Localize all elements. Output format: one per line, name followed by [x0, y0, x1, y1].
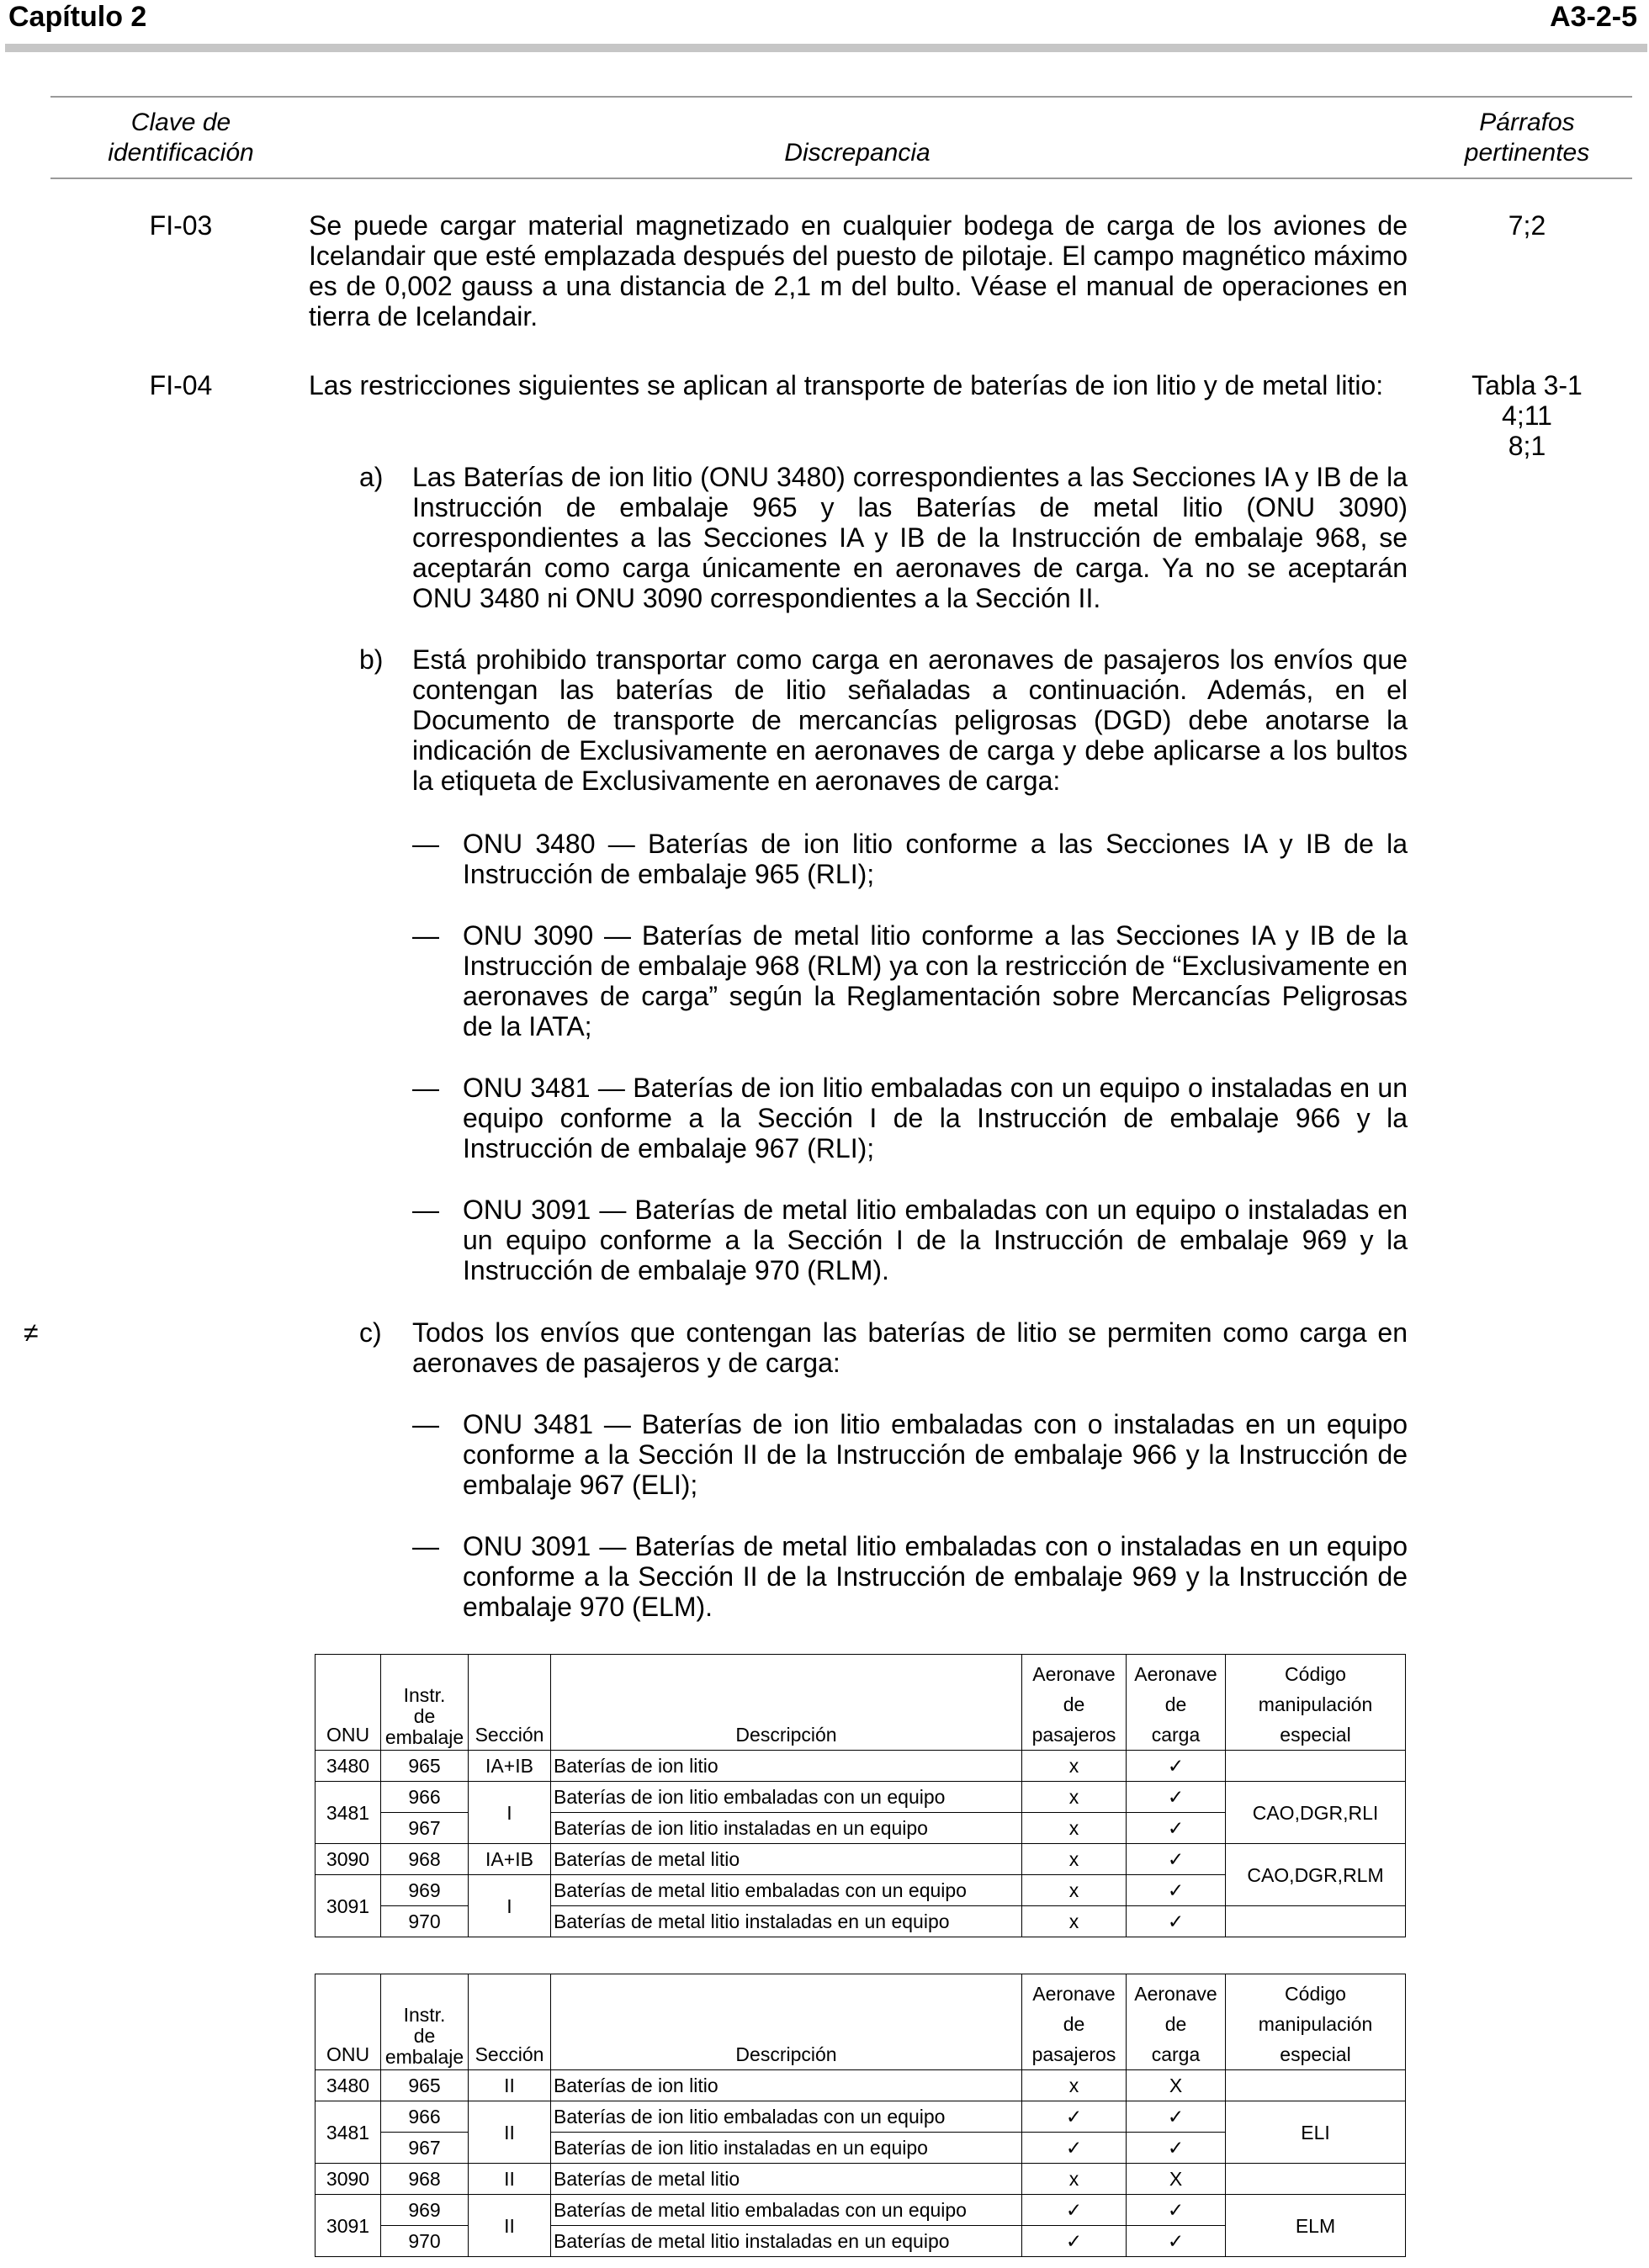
cell-passenger: x	[1022, 1782, 1127, 1813]
table-row	[315, 2070, 1406, 2101]
table-row	[315, 2101, 1406, 2133]
table-row	[315, 1844, 1406, 1875]
bullet-dash: —	[412, 1409, 439, 1439]
header-rule	[5, 44, 1647, 52]
column-heading-key: Clave de identificación	[108, 109, 254, 167]
th-description: Descripción	[551, 1655, 1022, 1751]
cell-passenger: ✓	[1022, 2133, 1127, 2164]
cell-passenger: x	[1022, 1875, 1127, 1906]
cell-cargo: X	[1127, 2164, 1226, 2195]
cell-description: Baterías de metal litio instaladas en un equipo	[551, 2226, 1022, 2257]
cell-description: Baterías de ion litio	[551, 1751, 1022, 1782]
cell-pi: 965	[381, 1751, 469, 1782]
cell-cargo: ✓	[1127, 1844, 1226, 1875]
bullet-item-3091: ONU 3091 — Baterías de metal litio embaladas con un equipo o instaladas en un equipo conforme a la Sección I de la Instrucción de embalaje 969 y la Instrucción de embalaje 970 (RLM).	[463, 1195, 1408, 1285]
bullet-dash: —	[412, 1531, 439, 1561]
cell-cargo: ✓	[1127, 2133, 1226, 2164]
cell-pi: 966	[381, 1782, 469, 1813]
column-heading-discrepancy: Discrepancia	[784, 139, 931, 167]
cell-pi: 967	[381, 1813, 469, 1844]
cell-description: Baterías de metal litio	[551, 1844, 1022, 1875]
cell-description: Baterías de metal litio embaladas con un equipo	[551, 2195, 1022, 2226]
cell-passenger: x	[1022, 2070, 1127, 2101]
cell-description: Baterías de ion litio	[551, 2070, 1022, 2101]
cell-section: IA+IB	[469, 1844, 551, 1875]
cell-cargo: ✓	[1127, 2195, 1226, 2226]
change-marker: ≠	[24, 1317, 39, 1348]
table-top-rule	[50, 96, 1632, 98]
cell-passenger: x	[1022, 2164, 1127, 2195]
cell-passenger: x	[1022, 1844, 1127, 1875]
cell-pi: 965	[381, 2070, 469, 2101]
column-heading-paragraphs: Párrafos pertinentes	[1464, 109, 1590, 167]
cell-code-empty	[1226, 1906, 1406, 1937]
th-cargo-aircraft: Aeronave de carga	[1127, 1974, 1226, 2070]
cell-pi: 969	[381, 1875, 469, 1906]
cell-cargo: ✓	[1127, 1782, 1226, 1813]
bullet-item-3091-ii: ONU 3091 — Baterías de metal litio embaladas con o instaladas en un equipo conforme a la Sección II de la Instrucción de embalaje 969 y la Instrucción de embalaje 970 (ELM).	[463, 1531, 1408, 1622]
cell-onu: 3090	[315, 1844, 381, 1875]
cell-cargo: ✓	[1127, 2226, 1226, 2257]
cell-section: II	[469, 2164, 551, 2195]
cell-pi: 969	[381, 2195, 469, 2226]
th-description: Descripción	[551, 1974, 1022, 2070]
th-packing-instruction: Instr. de embalaje	[381, 1655, 469, 1751]
entry-ref-fi03: 7;2	[1508, 210, 1546, 241]
item-label-b: b)	[359, 644, 384, 675]
cell-code: ELM	[1226, 2195, 1406, 2257]
cell-pi: 968	[381, 1844, 469, 1875]
th-special-handling-code: Código manipulación especial	[1226, 1655, 1406, 1751]
cell-pi: 968	[381, 2164, 469, 2195]
table-row	[315, 1751, 1406, 1782]
cell-cargo: ✓	[1127, 1813, 1226, 1844]
th-section: Sección	[469, 1655, 551, 1751]
th-onu: ONU	[315, 1655, 381, 1751]
cell-onu: 3480	[315, 2070, 381, 2101]
cell-section: I	[469, 1875, 551, 1937]
entry-key-fi04: FI-04	[149, 370, 213, 400]
cell-code: ELI	[1226, 2101, 1406, 2164]
cell-onu: 3090	[315, 2164, 381, 2195]
cell-pi: 966	[381, 2101, 469, 2133]
battery-table-section-ii	[315, 1974, 1406, 2257]
cell-passenger: ✓	[1022, 2101, 1127, 2133]
item-label-a: a)	[359, 462, 384, 492]
item-label-c: c)	[359, 1317, 382, 1348]
cell-description: Baterías de ion litio instaladas en un equipo	[551, 2133, 1022, 2164]
cell-cargo: ✓	[1127, 2101, 1226, 2133]
cell-description: Baterías de metal litio	[551, 2164, 1022, 2195]
bullet-dash: —	[412, 829, 439, 859]
cell-code: CAO,DGR,RLI	[1226, 1782, 1406, 1844]
cell-code-empty	[1226, 2164, 1406, 2195]
th-cargo-aircraft: Aeronave de carga	[1127, 1655, 1226, 1751]
cell-cargo: ✓	[1127, 1751, 1226, 1782]
cell-description: Baterías de metal litio embaladas con un equipo	[551, 1875, 1022, 1906]
cell-code: CAO,DGR,RLM	[1226, 1844, 1406, 1906]
th-passenger-aircraft: Aeronave de pasajeros	[1022, 1655, 1127, 1751]
item-text-a: Las Baterías de ion litio (ONU 3480) correspondientes a las Secciones IA y IB de la Instrucción de embalaje 965 y las Baterías de metal litio (ONU 3090) correspondientes a las Secciones IA y IB de la Instrucción de embalaje 968, se aceptarán como carga únicamente en aeronaves de carga. Ya no se aceptarán ONU 3480 ni ONU 3090 correspondientes a la Sección II.	[412, 462, 1408, 613]
cell-section: II	[469, 2195, 551, 2257]
cell-passenger: x	[1022, 1813, 1127, 1844]
cell-code-empty	[1226, 2070, 1406, 2101]
entry-intro-fi04: Las restricciones siguientes se aplican al transporte de baterías de ion litio y de metal litio:	[309, 370, 1384, 400]
cell-description: Baterías de metal litio instaladas en un equipo	[551, 1906, 1022, 1937]
cell-code-empty	[1226, 1751, 1406, 1782]
th-packing-instruction: Instr. de embalaje	[381, 1974, 469, 2070]
th-section: Sección	[469, 1974, 551, 2070]
cell-onu: 3091	[315, 1875, 381, 1937]
bullet-item-3480: ONU 3480 — Baterías de ion litio conforme a las Secciones IA y IB de la Instrucción de embalaje 965 (RLI);	[463, 829, 1408, 889]
cell-onu: 3481	[315, 1782, 381, 1844]
cell-description: Baterías de ion litio instaladas en un equipo	[551, 1813, 1022, 1844]
bullet-item-3481: ONU 3481 — Baterías de ion litio embaladas con un equipo o instaladas en un equipo conforme a la Sección I de la Instrucción de embalaje 966 y la Instrucción de embalaje 967 (RLI);	[463, 1073, 1408, 1163]
cell-pi: 970	[381, 1906, 469, 1937]
cell-onu: 3091	[315, 2195, 381, 2257]
cell-section: II	[469, 2070, 551, 2101]
bullet-dash: —	[412, 920, 439, 951]
cell-pi: 970	[381, 2226, 469, 2257]
entry-text-fi03: Se puede cargar material magnetizado en cualquier bodega de carga de los aviones de Icelandair que esté emplazada después del puesto de pilotaje. El campo magnético máximo es de 0,002 gauss a una distancia de 2,1 m del bulto. Véase el manual de operaciones en tierra de Icelandair.	[309, 210, 1408, 331]
cell-cargo: ✓	[1127, 1875, 1226, 1906]
cell-description: Baterías de ion litio embaladas con un equipo	[551, 1782, 1022, 1813]
heading-rule	[50, 178, 1632, 179]
bullet-dash: —	[412, 1073, 439, 1103]
table-header-row	[315, 1974, 1406, 2070]
cell-description: Baterías de ion litio embaladas con un equipo	[551, 2101, 1022, 2133]
cell-section: II	[469, 2101, 551, 2164]
cell-cargo: ✓	[1127, 1906, 1226, 1937]
cell-onu: 3481	[315, 2101, 381, 2164]
bullet-item-3481-ii: ONU 3481 — Baterías de ion litio embaladas con o instaladas en un equipo conforme a la Sección II de la Instrucción de embalaje 966 y la Instrucción de embalaje 967 (ELI);	[463, 1409, 1408, 1500]
th-special-handling-code: Código manipulación especial	[1226, 1974, 1406, 2070]
table-row	[315, 1782, 1406, 1813]
th-passenger-aircraft: Aeronave de pasajeros	[1022, 1974, 1127, 2070]
page-number: A3-2-5	[1550, 1, 1637, 33]
cell-section: IA+IB	[469, 1751, 551, 1782]
item-text-b: Está prohibido transportar como carga en aeronaves de pasajeros los envíos que contengan las baterías de litio señaladas a continuación. Además, en el Documento de transporte de mercancías peligrosas (DGD) debe anotarse la indicación de Exclusivamente en aeronaves de carga y debe aplicarse a los bultos la etiqueta de Exclusivamente en aeronaves de carga:	[412, 644, 1408, 796]
bullet-dash: —	[412, 1195, 439, 1225]
cell-onu: 3480	[315, 1751, 381, 1782]
th-onu: ONU	[315, 1974, 381, 2070]
table-header-row	[315, 1655, 1406, 1751]
table-row	[315, 2195, 1406, 2226]
cell-passenger: x	[1022, 1906, 1127, 1937]
cell-section: I	[469, 1782, 551, 1844]
item-text-c: Todos los envíos que contengan las baterías de litio se permiten como carga en aeronaves de pasajeros y de carga:	[412, 1317, 1408, 1378]
cell-cargo: X	[1127, 2070, 1226, 2101]
entry-ref-fi04: Tabla 3-1 4;11 8;1	[1471, 370, 1583, 461]
bullet-item-3090: ONU 3090 — Baterías de metal litio conforme a las Secciones IA y IB de la Instrucción de embalaje 968 (RLM) ya con la restricción de “Exclusivamente en aeronaves de carga” según la Reglamentación sobre Mercancías Peligrosas de la IATA;	[463, 920, 1408, 1041]
cell-passenger: x	[1022, 1751, 1127, 1782]
cell-passenger: ✓	[1022, 2195, 1127, 2226]
cell-passenger: ✓	[1022, 2226, 1127, 2257]
battery-table-section-i	[315, 1654, 1406, 1937]
table-row	[315, 2164, 1406, 2195]
entry-key-fi03: FI-03	[149, 210, 213, 241]
cell-pi: 967	[381, 2133, 469, 2164]
chapter-title: Capítulo 2	[8, 1, 147, 33]
